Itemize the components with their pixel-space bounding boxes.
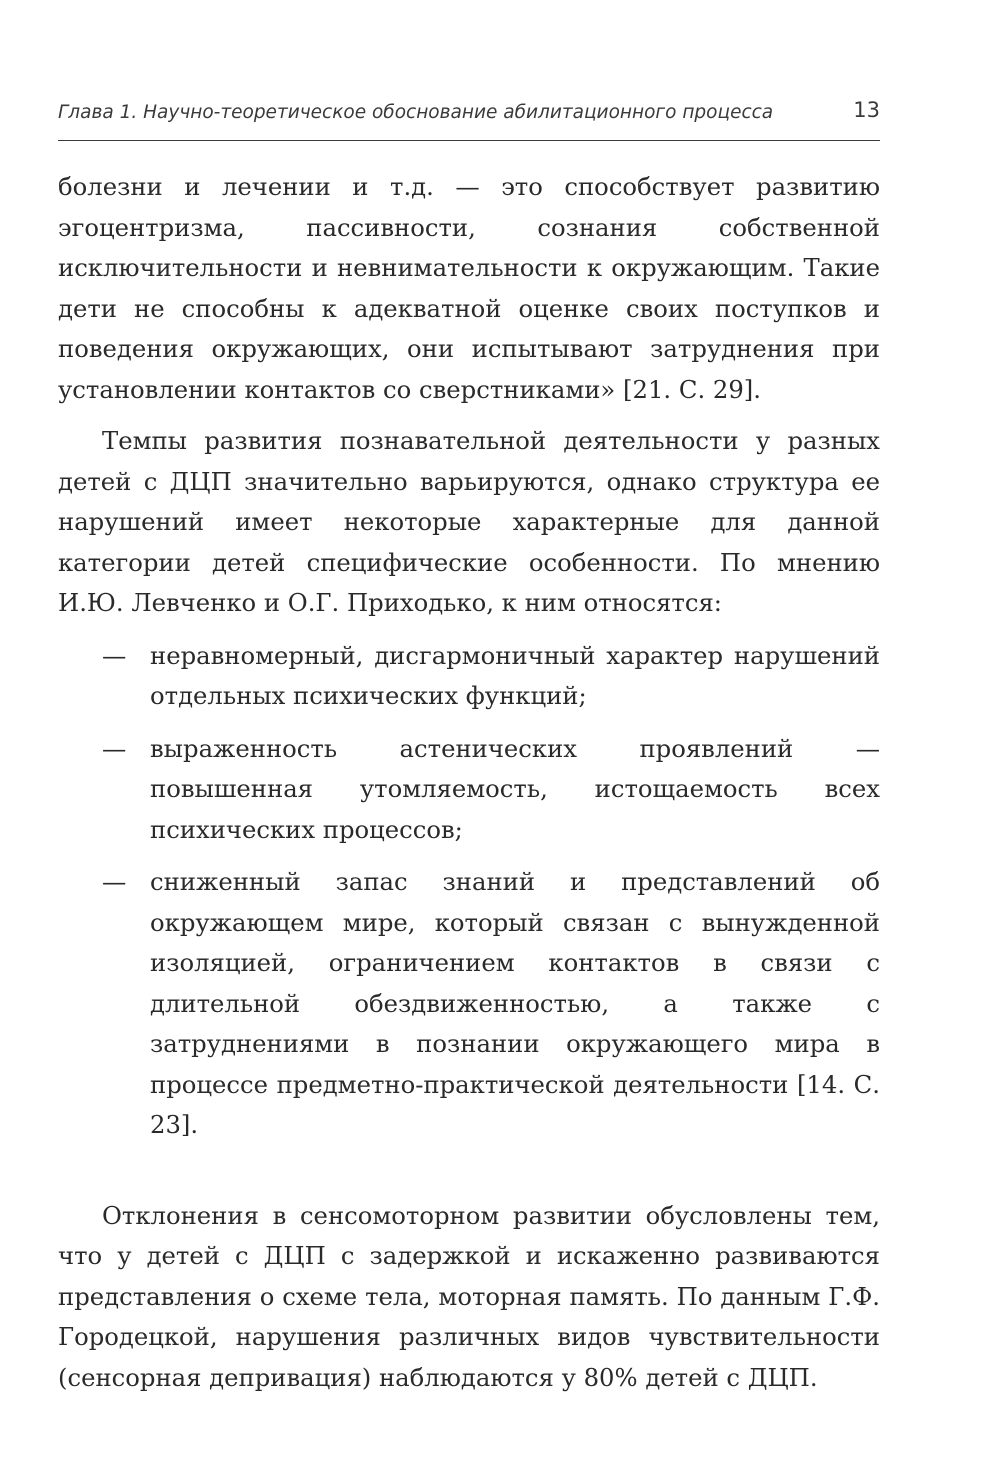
chapter-title: Глава 1. Научно-теоретическое обоснование абилитационного процесса xyxy=(58,102,774,123)
list-item xyxy=(58,729,880,851)
list-item-text: выраженность астенических проявлений — повышенная утомляемость, истощаемость всех психических процессов; xyxy=(150,733,880,844)
paragraph-continued: болезни и лечении и т.д. — это способствует развитию эгоцентризма, пассивности, сознания собственной исключительности и невнимательности к окружающим. Такие дети не способны к адекватной оценке своих поступков и поведения окружающих, они испытывают затруднения при установлении контактов со сверстниками» [21. С. 29]. xyxy=(58,172,880,404)
paragraph-cognitive-development: Темпы развития познавательной деятельности у разных детей с ДЦП значительно варьируются, однако структура ее нарушений имеет некоторые характерные для данной категории детей специфические особенности. По мнению И.Ю. Левченко и О.Г. Приходько, к ним относятся: xyxy=(58,426,880,617)
dash-marker: — xyxy=(102,867,127,896)
list-item xyxy=(58,636,880,717)
list-item xyxy=(58,862,880,1146)
list-item-text: сниженный запас знаний и представлений об окружающем мире, который связан с вынужденной изоляцией, ограничением контактов в связи с длительной обездвиженностью, а также с затруднениями в познании окружающего мира в процессе предметно-практической деятельности [14. С. 23]. xyxy=(150,867,880,1139)
running-header xyxy=(58,96,880,141)
features-list xyxy=(58,636,880,1146)
dash-marker: — xyxy=(102,733,127,763)
page-number: 13 xyxy=(853,98,880,122)
paragraph-sensorimotor: Отклонения в сенсомоторном развитии обусловлены тем, что у детей с ДЦП с задержкой и искаженно развиваются представления о схеме тела, моторная память. По данным Г.Ф. Городецкой, нарушения различных видов чувствительности (сенсорная депривация) наблюдаются у 80% детей с ДЦП. xyxy=(58,1200,880,1392)
dash-marker: — xyxy=(102,640,127,670)
list-item-text: неравномерный, дисгармоничный характер нарушений отдельных психических функций; xyxy=(150,640,880,710)
page-body xyxy=(58,167,880,1398)
